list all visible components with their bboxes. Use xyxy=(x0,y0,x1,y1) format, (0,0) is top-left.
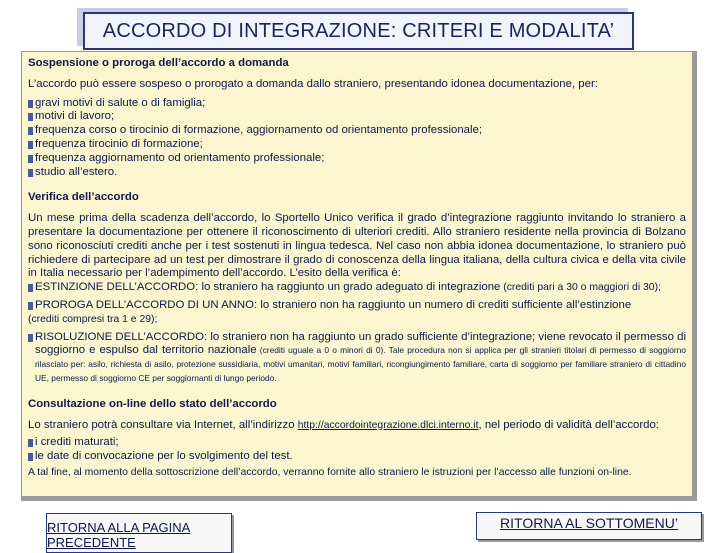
consultation-body: Lo straniero potrà consultare via Internet, all’indirizzo http://accordointegrazione.dlci.interno.it, nel periodo di validità dell’accordo: xyxy=(28,418,659,431)
square-bullet-icon xyxy=(28,100,33,108)
outcome-proroga-note: (crediti compresi tra 1 e 29); xyxy=(28,313,158,325)
square-bullet-icon xyxy=(28,113,33,121)
online-info-list xyxy=(28,436,686,464)
outcome-proroga: PROROGA DELL’ACCORDO DI UN ANNO: lo straniero non ha raggiunto un numero di crediti sufficiente all’estinzione xyxy=(28,299,686,313)
page-title: ACCORDO DI INTEGRAZIONE: CRITERI E MODALITA’ xyxy=(102,19,615,42)
list-item: frequenza corso o tirocinio di formazione, aggiornamento od orientamento professionale; xyxy=(28,124,686,138)
square-bullet-icon xyxy=(28,169,33,177)
content-panel xyxy=(21,51,697,501)
list-item: gravi motivi di salute o di famiglia; xyxy=(28,97,686,111)
list-item: i crediti maturati; xyxy=(28,436,686,450)
back-to-submenu-button[interactable]: RITORNA AL SOTTOMENU’ xyxy=(476,512,702,540)
suspension-reasons-list xyxy=(28,97,686,180)
list-item: motivi di lavoro; xyxy=(28,110,686,124)
section-heading-consultazione: Consultazione on-line dello stato dell’accordo xyxy=(28,397,277,410)
square-bullet-icon xyxy=(28,141,33,149)
square-bullet-icon xyxy=(28,439,33,447)
outcome-risoluzione: RISOLUZIONE DELL’ACCORDO: lo straniero non ha raggiunto un grado sufficiente d’integrazione; viene revocato il permesso di soggiorno e espulso dal territorio nazionale (crediti uguale a 0 o minori di 0). Tale procedura non si applica per gli stranieri titolari di permesso di soggiorno rilasciato per: asilo, richiesta di asilo, protezione sussidiaria, motivi umanitari, motivi familiari, ricongiungimento familiare, carta di soggiorno per familiare straniero di cittadino UE, permesso di soggiorno CE per soggiornanti di lungo periodo. xyxy=(28,331,686,386)
back-to-previous-page-button[interactable]: RITORNA ALLA PAGINA PRECEDENTE xyxy=(46,513,232,553)
list-item: frequenza aggiornamento od orientamento professionale; xyxy=(28,152,686,166)
list-item: le date di convocazione per lo svolgimento del test. xyxy=(28,450,686,464)
section-heading-verifica: Verifica dell’accordo xyxy=(28,191,139,204)
accordo-integrazione-link[interactable]: http://accordointegrazione.dlci.interno.it xyxy=(297,419,479,431)
verification-body: Un mese prima della scadenza dell’accordo, lo Sportello Unico verifica il grado d’integrazione raggiunto invitando lo straniero a presentare la documentazione per ottenere il riconoscimento di ulteriori crediti. Allo straniero residente nella provincia di Bolzano sono riconosciuti crediti anche per i test sostenuti in lingua tedesca. Nel caso non abbia idonea documentazione, lo straniero può richiedere di partecipare ad un test per dimostrare il grado di conoscenza della lingua italiana, della cultura civica e della vita civile in Italia necessario per l’adempimento dell’accordo. L’esito della verifica è: xyxy=(28,212,686,280)
square-bullet-icon xyxy=(28,127,33,135)
square-bullet-icon xyxy=(28,155,33,163)
square-bullet-icon xyxy=(28,334,33,342)
square-bullet-icon xyxy=(28,302,33,310)
section-heading-sospensione: Sospensione o proroga dell’accordo a domanda xyxy=(28,57,289,69)
list-item: studio all’estero. xyxy=(28,166,686,180)
list-item: frequenza tirocinio di formazione; xyxy=(28,138,686,152)
section-intro: L’accordo può essere sospeso o prorogato a domanda dallo straniero, presentando idonea documentazione, per: xyxy=(28,77,598,90)
square-bullet-icon xyxy=(28,284,33,292)
consultation-footer: A tal fine, al momento della sottoscrizione dell’accordo, verranno fornite allo straniero le istruzioni per l’accesso alle funzioni on-line. xyxy=(28,466,632,478)
outcome-estinzione: ESTINZIONE DELL’ACCORDO: lo straniero ha raggiunto un grado adeguato di integrazione (crediti pari a 30 o maggiori di 30); xyxy=(28,281,686,295)
title-banner xyxy=(83,12,634,50)
square-bullet-icon xyxy=(28,453,33,461)
